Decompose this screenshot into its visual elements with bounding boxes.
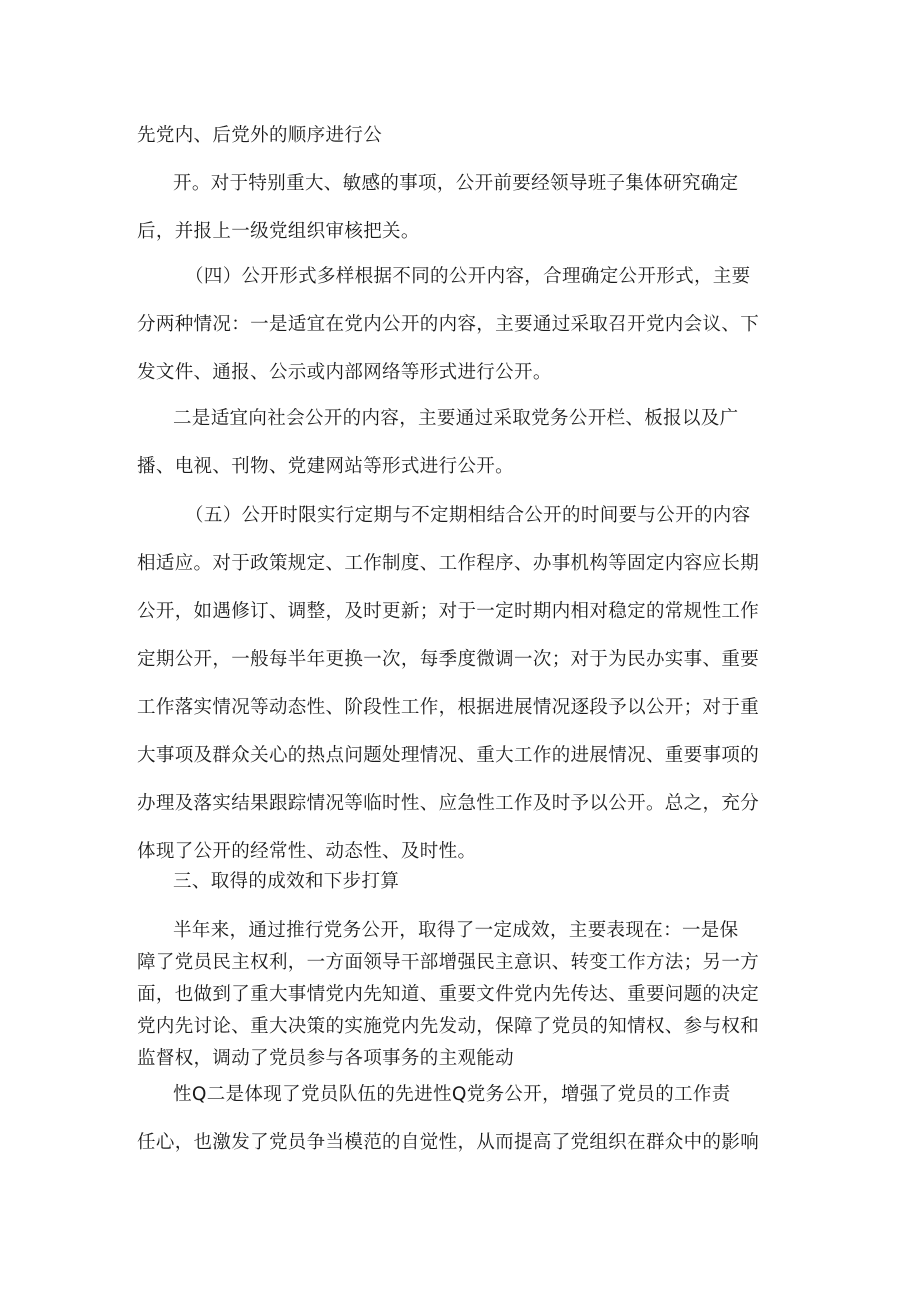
text-line: （五）公开时限实行定期与不定期相结合公开的时间要与公开的内容 — [185, 505, 751, 526]
text-line: 播、电视、刊物、党建网站等形式进行公开。 — [137, 456, 515, 477]
paragraph-disclosure-forms — [137, 253, 788, 397]
text-line: 党内先讨论、重大决策的实施党内先发动，保障了党员的知情权、参与权和 — [137, 1016, 760, 1037]
text-line: 工作落实情况等动态性、阶段性工作，根据进展情况逐段予以公开；对于重 — [137, 697, 760, 718]
text-line: （四）公开形式多样根据不同的公开内容，合理确定公开形式，主要 — [185, 266, 751, 287]
text-line: 定期公开，一般每半年更换一次，每季度微调一次；对于为民办实事、重要 — [137, 649, 760, 670]
text-line: 性Q二是体现了党员队伍的先进性Q党务公开，增强了党员的工作责 — [173, 1084, 731, 1105]
section-heading — [137, 866, 788, 898]
paragraph-public-disclosure — [137, 395, 788, 491]
paragraph-disclosure-review — [137, 160, 788, 256]
text-line: 开。对于特别重大、敏感的事项，公开前要经领导班子集体研究确定 — [173, 173, 739, 194]
paragraph-fragment — [137, 112, 788, 160]
text-line: 公开，如遇修订、调整，及时更新；对于一定时期内相对稳定的常规性工作 — [137, 601, 760, 622]
text-line: 监督权，调动了党员参与各项事务的主观能动 — [137, 1048, 515, 1069]
text-line: 后，并报上一级党组织审核把关。 — [137, 221, 420, 242]
paragraph-advancement — [137, 1071, 788, 1167]
text-line: 发文件、通报、公示或内部网络等形式进行公开。 — [137, 362, 552, 383]
text-line: 体现了公开的经常性、动态性、及时性。 — [137, 841, 477, 862]
text-line: 办理及落实结果跟踪情况等临时性、应急性工作及时予以公开。总之，充分 — [137, 793, 760, 814]
text-line: 障了党员民主权利，一方面领导干部增强民主意识、转变工作方法；另一方 — [137, 952, 760, 973]
text-line: 二是适宜向社会公开的内容，主要通过采取党务公开栏、板报以及广 — [173, 408, 739, 429]
text-line: 半年来，通过推行党务公开，取得了一定成效，主要表现在：一是保 — [173, 920, 739, 941]
text-line: 面，也做到了重大事情党内先知道、重要文件党内先传达、重要问题的决定 — [137, 984, 760, 1005]
text-line: 分两种情况：一是适宜在党内公开的内容，主要通过采取召开党内会议、下 — [137, 314, 760, 335]
heading-text: 三、取得的成效和下步打算 — [173, 871, 400, 892]
paragraph-disclosure-timing — [137, 492, 788, 876]
paragraph-achievements — [137, 915, 788, 1075]
text-line: 先党内、后党外的顺序进行公 — [137, 125, 383, 146]
text-line: 相适应。对于政策规定、工作制度、工作程序、办事机构等固定内容应长期 — [137, 553, 760, 574]
text-line: 大事项及群众关心的热点问题处理情况、重大工作的进展情况、重要事项的 — [137, 745, 760, 766]
text-line: 任心，也激发了党员争当模范的自觉性，从而提高了党组织在群众中的影响 — [137, 1132, 760, 1153]
